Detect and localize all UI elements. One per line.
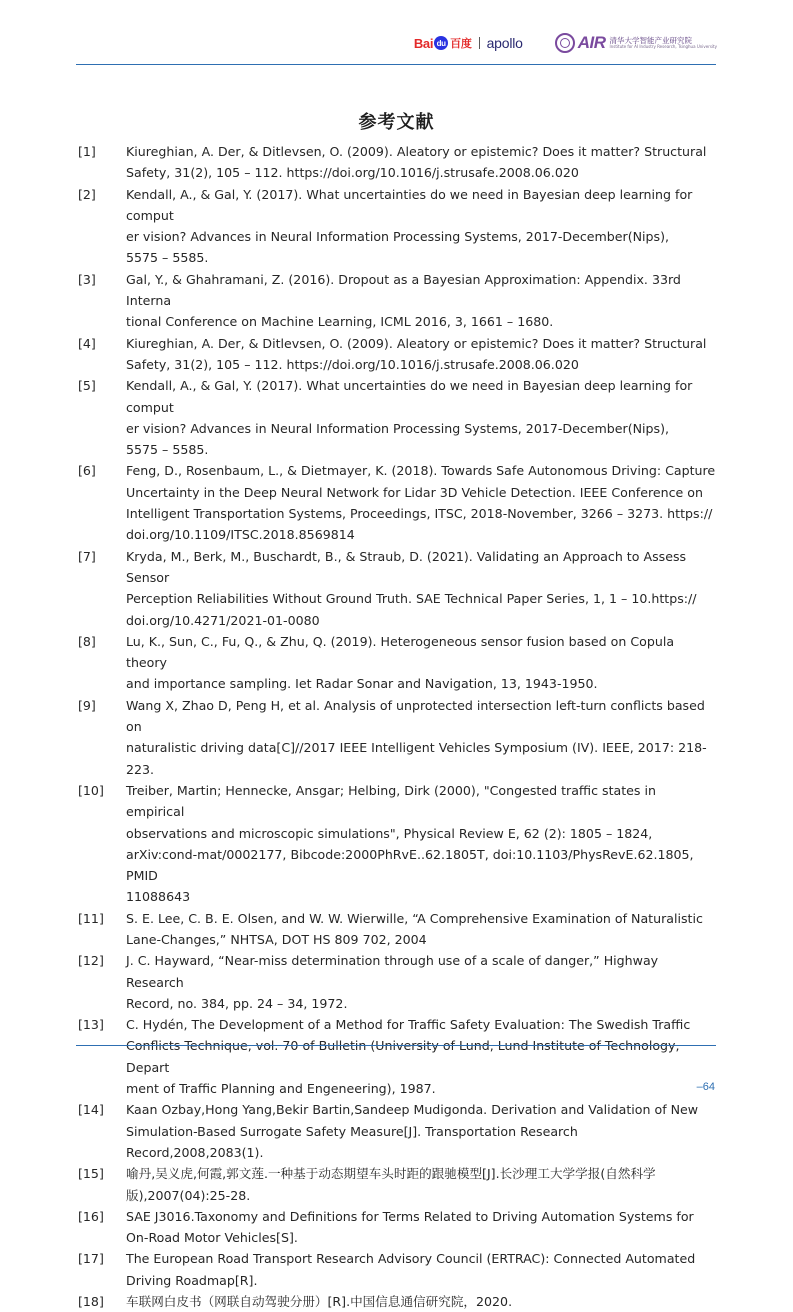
reference-text: Treiber, Martin; Hennecke, Ansgar; Helbing, Dirk (2000), "Congested traffic states in empirical observations and microscopic simulations", Physical Review E, 62 (2): 1805 – 1824, arXiv:cond-mat/0002177, Bibcode:2000PhRvE..62.1805T, doi:10.1103/PhysRevE.62.1805, PMID 11088643 xyxy=(126,782,694,905)
reference-number: [2] xyxy=(78,186,96,202)
footer-divider xyxy=(76,1045,716,1046)
reference-number: [4] xyxy=(78,335,96,351)
reference-text: Feng, D., Rosenbaum, L., & Dietmayer, K. (2018). Towards Safe Autonomous Driving: Capture Uncertainty in the Deep Neural Network for Lidar 3D Vehicle Detection. IEEE Conference on Intelligent Transportation Systems, Proceedings, ITSC, 2018-November, 3266 – 3273. https:// doi.org/10.1109/ITSC.2018.8569814 xyxy=(126,463,716,543)
air-logo-block xyxy=(555,33,717,53)
reference-text: Kiureghian, A. Der, & Ditlevsen, O. (2009). Aleatory or epistemic? Does it matter? Structural Safety, 31(2), 105 – 112. https://doi.org/10.1016/j.strusafe.2008.06.020 xyxy=(126,144,707,181)
reference-text: Kaan Ozbay,Hong Yang,Bekir Bartin,Sandeep Mudigonda. Derivation and Validation of New Simulation-Based Surrogate Safety Measure[J]. Transportation Research Record,2008,2083(1). xyxy=(126,1102,699,1160)
reference-item xyxy=(78,141,718,184)
reference-item xyxy=(78,1206,718,1249)
reference-item xyxy=(78,460,718,545)
reference-item xyxy=(78,375,718,460)
reference-item xyxy=(78,269,718,333)
reference-text: Gal, Y., & Ghahramani, Z. (2016). Dropout as a Bayesian Approximation: Appendix. 33rd Interna tional Conference on Machine Learning, ICML 2016, 3, 1661 – 1680. xyxy=(126,271,681,330)
reference-number: [12] xyxy=(78,953,104,969)
reference-number: [10] xyxy=(78,782,104,798)
reference-number: [3] xyxy=(78,271,96,287)
reference-text: C. Hydén, The Development of a Method for Traffic Safety Evaluation: The Swedish Traffic Depart ment of Traffic Planning and Engeneering), 1987. xyxy=(126,1017,691,1097)
reference-text: The European Road Transport Research Advisory Council (ERTRAC): Connected Automated Driving Roadmap[R]. xyxy=(126,1251,696,1288)
reference-number: [11] xyxy=(78,910,104,926)
reference-item xyxy=(78,184,718,269)
reference-item xyxy=(78,333,718,376)
reference-item xyxy=(78,780,718,908)
reference-number: [6] xyxy=(78,463,96,479)
reference-item xyxy=(78,1248,718,1291)
reference-item xyxy=(78,908,718,951)
reference-number: [16] xyxy=(78,1208,104,1224)
air-logo: AIR xyxy=(577,33,606,52)
reference-number: [9] xyxy=(78,697,96,713)
apollo-logo: apollo xyxy=(486,35,523,51)
reference-number: [1] xyxy=(78,144,96,159)
reference-text: Kendall, A., & Gal, Y. (2017). What uncertainties do we need in Bayesian deep learning for comput er vision? Advances in Neural Information Processing Systems, 2017-December(Nips), 5575 – 5585. xyxy=(126,378,693,458)
reference-text: S. E. Lee, C. B. E. Olsen, and W. W. Wierwille, “A Comprehensive Examination of Naturalistic Lane-Changes,” NHTSA, DOT HS 809 702, 2004 xyxy=(126,910,703,947)
reference-text: Kryda, M., Berk, M., Buschardt, B., & Straub, D. (2021). Validating an Approach to Assess Sensor Perception Reliabilities Without Ground Truth. SAE Technical Paper Series, 1, 1 – 10.https:// doi.org/10.4271/2021-01-0080 xyxy=(126,548,697,628)
reference-number: [13] xyxy=(78,1017,104,1033)
reference-text: SAE J3016.Taxonomy and Definitions for Terms Related to Driving Automation Systems for On-Road Motor Vehicles[S]. xyxy=(126,1208,694,1246)
reference-number: [18] xyxy=(78,1294,104,1310)
header-divider xyxy=(76,64,716,65)
reference-text: Kendall, A., & Gal, Y. (2017). What uncertainties do we need in Bayesian deep learning for comput er vision? Advances in Neural Information Processing Systems, 2017-December(Nips), 5575 – 5585. xyxy=(126,186,693,266)
reference-text: Wang X, Zhao D, Peng H, et al. Analysis of unprotected intersection left-turn conflicts based on naturalistic driving data[C]//2017 IEEE Intelligent Vehicles Symposium (IV). IEEE, 2017: 218-223. xyxy=(126,697,707,777)
reference-number: [15] xyxy=(78,1166,104,1182)
air-org-name: 清华大学智能产业研究院 Institute for AI Industry Research, Tsinghua University xyxy=(609,35,717,50)
reference-item xyxy=(78,950,718,1014)
header-separator xyxy=(479,37,480,49)
reference-number: [14] xyxy=(78,1102,104,1118)
reference-text: Kiureghian, A. Der, & Ditlevsen, O. (2009). Aleatory or epistemic? Does it matter? Structural Safety, 31(2), 105 – 112. https://doi.org/10.1016/j.strusafe.2008.06.020 xyxy=(126,335,707,372)
reference-item xyxy=(78,546,718,631)
paw-icon: du xyxy=(434,36,448,50)
reference-text: J. C. Hayward, “Near-miss determination through use of a scale of danger,” Highway Research Record, no. 384, pp. 24 – 34, 1972. xyxy=(126,953,659,1011)
reference-text: 车联网白皮书（网联自动驾驶分册）[R].中国信息通信研究院，2020. xyxy=(126,1294,513,1310)
reference-number: [7] xyxy=(78,548,96,564)
reference-text: 喻丹,吴义虎,何霞,郭文莲.一种基于动态期望车头时距的跟驰模型[J].长沙理工大学学报(自然科学版),2007(04):25-28. xyxy=(126,1166,656,1203)
reference-item xyxy=(78,695,718,780)
reference-item xyxy=(78,1163,718,1206)
reference-item xyxy=(78,1014,718,1099)
reference-number: [8] xyxy=(78,633,96,649)
reference-item xyxy=(78,1291,718,1312)
baidu-logo: Bai du 百度 xyxy=(413,35,472,51)
reference-text: Lu, K., Sun, C., Fu, Q., & Zhu, Q. (2019). Heterogeneous sensor fusion based on Copula theory and importance sampling. Iet Radar Sonar and Navigation, 13, 1943-1950. xyxy=(126,633,675,692)
page-title: 参考文献 xyxy=(358,112,435,133)
page-header xyxy=(414,30,717,56)
reference-item xyxy=(78,631,718,695)
reference-list xyxy=(78,141,718,1312)
tsinghua-seal-icon xyxy=(555,33,575,53)
reference-number: [5] xyxy=(78,378,96,394)
reference-number: [17] xyxy=(78,1251,104,1267)
page-number: –64 xyxy=(696,1081,715,1093)
reference-item xyxy=(78,1099,718,1163)
